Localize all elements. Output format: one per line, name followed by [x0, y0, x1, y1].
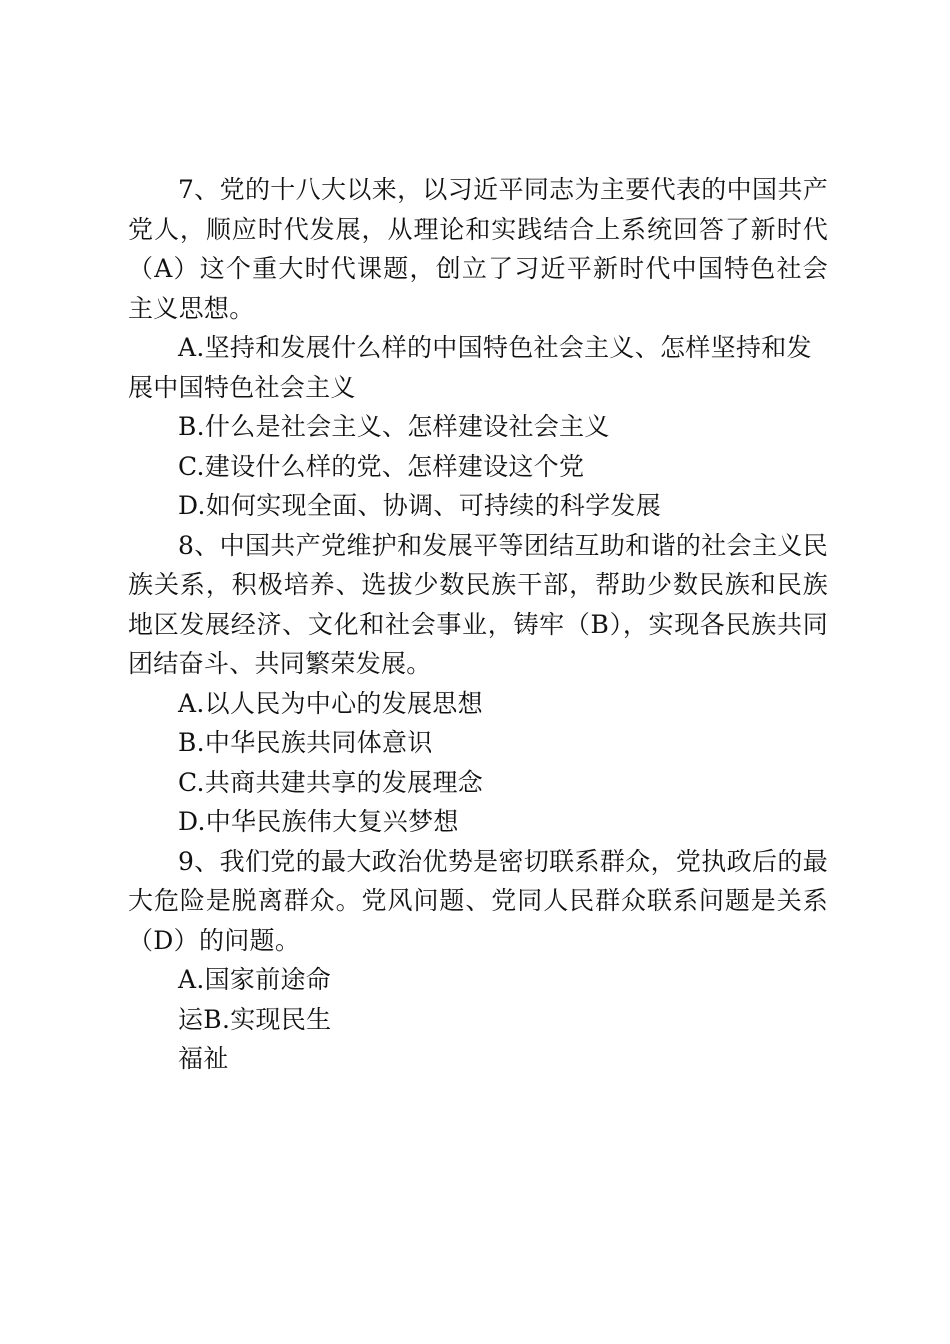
question-9-option-b: 运B.实现民生 [178, 1004, 332, 1034]
question-9-option-fragment: 福祉 [178, 1044, 229, 1073]
question-7-stem: 7、党的十八大以来，以习近平同志为主要代表的中国共产党人，顺应时代发展，从理论和实践结合上系统回答了新时代（A）这个重大时代课题，创立了习近平新时代中国特色社会主义思想。 [128, 175, 828, 323]
document-body [128, 170, 828, 1079]
question-7-option-a: A.坚持和发展什么样的中国特色社会主义、怎样坚持和发展中国特色社会主义 [128, 333, 812, 402]
question-8-option-d: D.中华民族伟大复兴梦想 [178, 807, 459, 836]
question-7-option-b: B.什么是社会主义、怎样建设社会主义 [178, 412, 610, 441]
question-8-option-c: C.共商共建共享的发展理念 [178, 767, 484, 797]
question-7-option-c: C.建设什么样的党、怎样建设这个党 [178, 451, 585, 481]
question-9-option-a: A.国家前途命 [178, 965, 332, 994]
question-7-option-d: D.如何实现全面、协调、可持续的科学发展 [178, 491, 662, 520]
question-8-stem: 8、中国共产党维护和发展平等团结互助和谐的社会主义民族关系，积极培养、选拔少数民族干部，帮助少数民族和民族地区发展经济、文化和社会事业，铸牢（B），实现各民族共同团结奋斗、共同繁荣发展。 [128, 530, 828, 678]
question-8-option-a: A.以人民为中心的发展思想 [178, 688, 483, 718]
question-9-stem: 9、我们党的最大政治优势是密切联系群众，党执政后的最大危险是脱离群众。党风问题、党同人民群众联系问题是关系（D）的问题。 [128, 846, 828, 955]
question-8-option-b: B.中华民族共同体意识 [178, 728, 433, 757]
